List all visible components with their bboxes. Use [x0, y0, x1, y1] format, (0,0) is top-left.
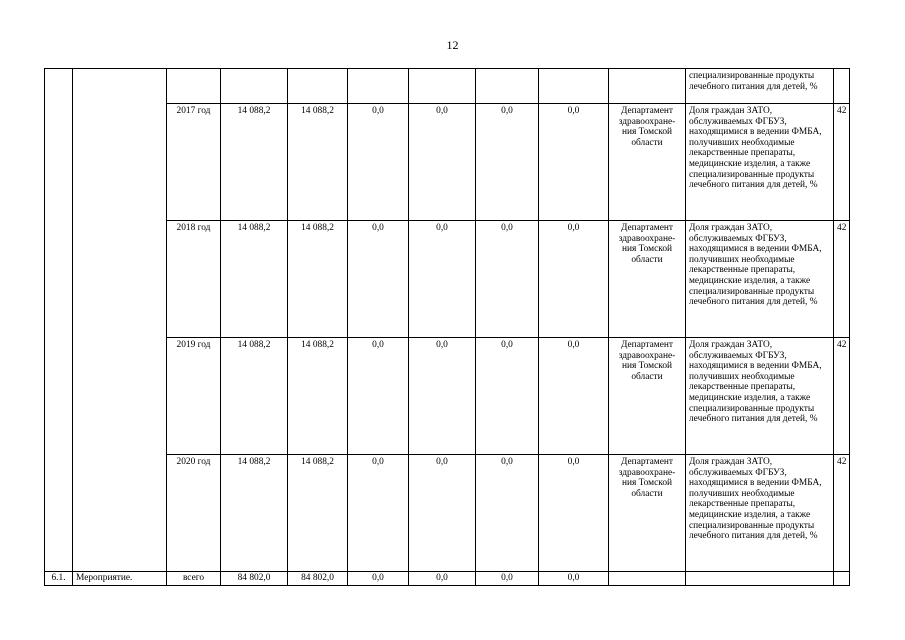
year-cell: 2019 год: [167, 338, 221, 455]
funding-cell: 0,0: [409, 221, 476, 338]
indicator-value-cell: 42: [834, 338, 850, 455]
indicator-cell: специализированные продукты лечебного питания для детей, %: [686, 69, 834, 104]
funding-cell: 0,0: [409, 455, 476, 572]
funding-cell: 0,0: [476, 104, 539, 221]
funding-cell: 0,0: [539, 104, 609, 221]
funding-cell: 0,0: [539, 572, 609, 586]
funding-cell: 0,0: [476, 221, 539, 338]
indicator-value-cell: 42: [834, 104, 850, 221]
indicator-cell: Доля граждан ЗАТО, обслуживаемых ФГБУЗ, находящимися в ведении ФМБА, получивших необходимые лекарственные препараты, медицинские изделия, а также специализированные продукты лечебного питания для детей, %: [686, 455, 834, 572]
indicator-value-cell: 42: [834, 221, 850, 338]
department-cell: Департамент здравоохране-ния Томской области: [609, 104, 686, 221]
total-cell: 14 088,2: [221, 104, 288, 221]
department-cell: Департамент здравоохране-ния Томской области: [609, 338, 686, 455]
year-cell: 2020 год: [167, 455, 221, 572]
funding-cell: [476, 69, 539, 104]
funding-cell: [348, 69, 409, 104]
year-cell: всего: [167, 572, 221, 586]
total-cell: 14 088,2: [221, 455, 288, 572]
total-cell: 14 088,2: [221, 221, 288, 338]
federal-budget-cell: 14 088,2: [288, 221, 348, 338]
indicator-value-cell: [834, 572, 850, 586]
table-row: [45, 69, 850, 104]
table-row: [45, 572, 850, 586]
program-table: [44, 68, 850, 586]
total-cell: 14 088,2: [221, 338, 288, 455]
page-number: 12: [446, 38, 459, 52]
funding-cell: [409, 69, 476, 104]
year-cell: [167, 69, 221, 104]
funding-cell: 0,0: [476, 455, 539, 572]
department-cell: Департамент здравоохране-ния Томской области: [609, 455, 686, 572]
department-cell: [609, 69, 686, 104]
year-cell: 2017 год: [167, 104, 221, 221]
indicator-value-cell: [834, 69, 850, 104]
funding-cell: 0,0: [476, 338, 539, 455]
row-number-cell: 6.1.: [45, 572, 73, 586]
funding-cell: 0,0: [409, 572, 476, 586]
year-cell: 2018 год: [167, 221, 221, 338]
indicator-value-cell: 42: [834, 455, 850, 572]
federal-budget-cell: 14 088,2: [288, 455, 348, 572]
indicator-cell: Доля граждан ЗАТО, обслуживаемых ФГБУЗ, находящимися в ведении ФМБА, получивших необходимые лекарственные препараты, медицинские изделия, а также специализированные продукты лечебного питания для детей, %: [686, 221, 834, 338]
measure-name-cell: [73, 69, 167, 572]
total-cell: 84 802,0: [221, 572, 288, 586]
funding-cell: 0,0: [348, 221, 409, 338]
funding-cell: 0,0: [476, 572, 539, 586]
department-cell: [609, 572, 686, 586]
row-number-cell: [45, 69, 73, 572]
funding-cell: 0,0: [348, 455, 409, 572]
funding-cell: 0,0: [539, 455, 609, 572]
funding-cell: 0,0: [348, 572, 409, 586]
federal-budget-cell: 14 088,2: [288, 338, 348, 455]
indicator-cell: [686, 572, 834, 586]
federal-budget-cell: [288, 69, 348, 104]
federal-budget-cell: 84 802,0: [288, 572, 348, 586]
indicator-cell: Доля граждан ЗАТО, обслуживаемых ФГБУЗ, находящимися в ведении ФМБА, получивших необходимые лекарственные препараты, медицинские изделия, а также специализированные продукты лечебного питания для детей, %: [686, 338, 834, 455]
funding-cell: 0,0: [539, 221, 609, 338]
funding-cell: 0,0: [348, 104, 409, 221]
total-cell: [221, 69, 288, 104]
department-cell: Департамент здравоохране-ния Томской области: [609, 221, 686, 338]
measure-name-cell: Мероприятие.: [73, 572, 167, 586]
funding-cell: 0,0: [539, 338, 609, 455]
indicator-cell: Доля граждан ЗАТО, обслуживаемых ФГБУЗ, находящимися в ведении ФМБА, получивших необходимые лекарственные препараты, медицинские изделия, а также специализированные продукты лечебного питания для детей, %: [686, 104, 834, 221]
funding-cell: 0,0: [409, 338, 476, 455]
funding-cell: [539, 69, 609, 104]
federal-budget-cell: 14 088,2: [288, 104, 348, 221]
funding-cell: 0,0: [409, 104, 476, 221]
funding-cell: 0,0: [348, 338, 409, 455]
